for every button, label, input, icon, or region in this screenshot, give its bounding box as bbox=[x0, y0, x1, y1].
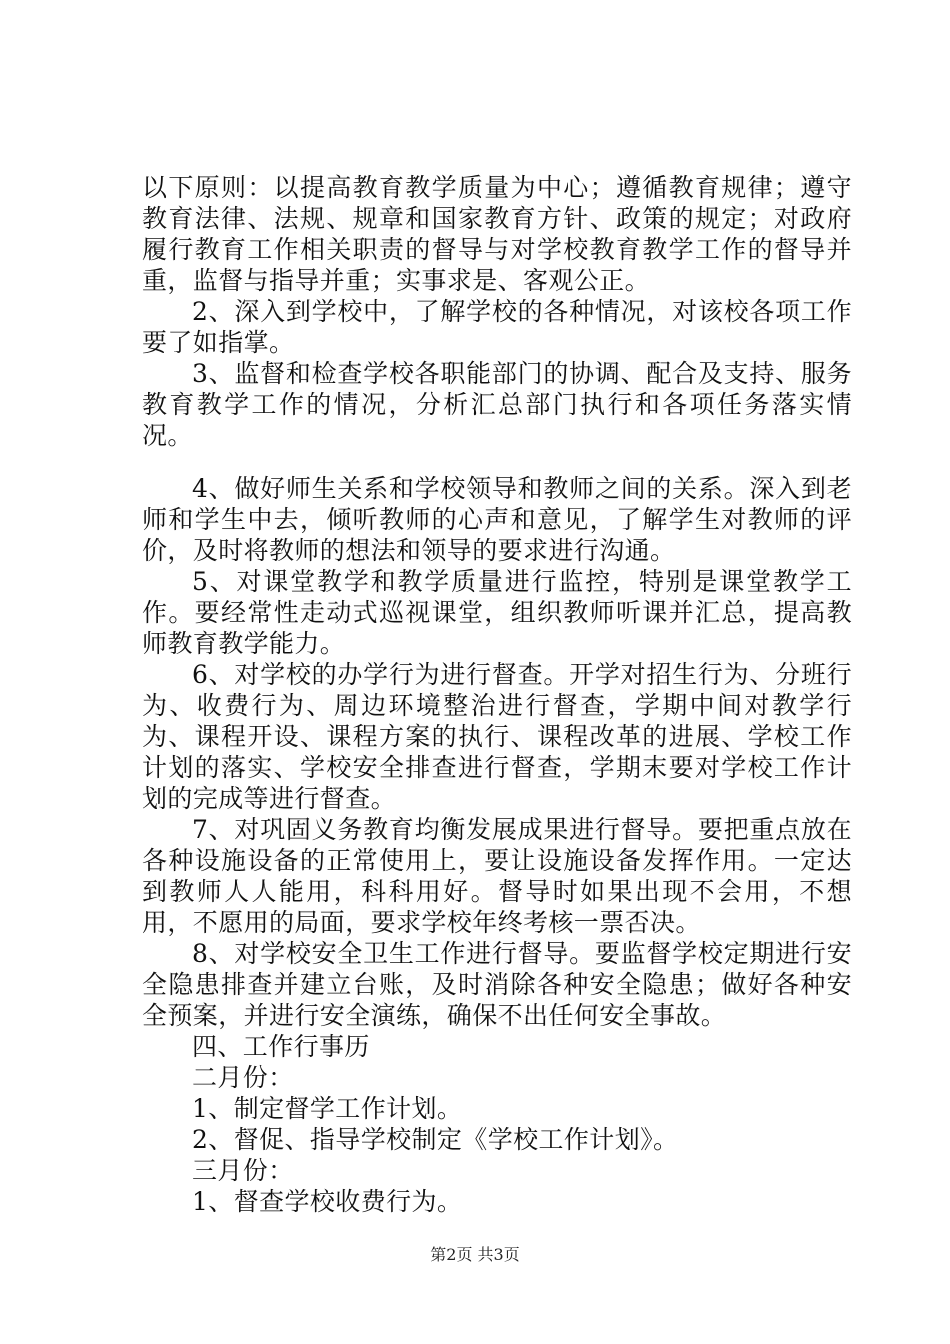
paragraph-item-3: 3、监督和检查学校各职能部门的协调、配合及支持、服务教育教学工作的情况，分析汇总部门执行和各项任务落实情况。 bbox=[142, 359, 852, 450]
month-heading-february: 二月份： bbox=[192, 1063, 294, 1092]
paragraph-item-4: 4、做好师生关系和学校领导和教师之间的关系。深入到老师和学生中去，倾听教师的心声和意见，了解学生对教师的评价，及时将教师的想法和领导的要求进行沟通。 bbox=[142, 474, 852, 565]
document-body bbox=[142, 172, 852, 1217]
paragraph-item-6: 6、对学校的办学行为进行督查。开学对招生行为、分班行为、收费行为、周边环境整治进行督查，学期中间对教学行为、课程开设、课程方案的执行、课程改革的进展、学校工作计划的落实、学校安全排查进行督查，学期末要对学校工作计划的完成等进行督查。 bbox=[142, 660, 852, 813]
paragraph-item-5: 5、对课堂教学和教学质量进行监控，特别是课堂教学工作。要经常性走动式巡视课堂，组织教师听课并汇总，提高教师教育教学能力。 bbox=[142, 567, 852, 658]
february-task-1: 1、制定督学工作计划。 bbox=[192, 1094, 463, 1123]
page-number-footer: 第2页 共3页 bbox=[430, 1245, 520, 1264]
month-heading-march: 三月份： bbox=[192, 1156, 294, 1185]
paragraph-item-7: 7、对巩固义务教育均衡发展成果进行督导。要把重点放在各种设施设备的正常使用上，要让设施设备发挥作用。一定达到教师人人能用，科科用好。督导时如果出现不会用，不想用，不愿用的局面，要求学校年终考核一票否决。 bbox=[142, 815, 852, 937]
february-task-2: 2、督促、指导学校制定《学校工作计划》。 bbox=[192, 1125, 679, 1154]
paragraph-principles: 以下原则：以提高教育教学质量为中心；遵循教育规律；遵守教育法律、法规、规章和国家教育方针、政策的规定；对政府履行教育工作相关职责的督导与对学校教育教学工作的督导并重，监督与指导并重；实事求是、客观公正。 bbox=[142, 173, 852, 295]
paragraph-item-8: 8、对学校安全卫生工作进行督导。要监督学校定期进行安全隐患排查并建立台账，及时消除各种安全隐患；做好各种安全预案，并进行安全演练，确保不出任何安全事故。 bbox=[142, 939, 852, 1030]
march-task-1: 1、督查学校收费行为。 bbox=[192, 1187, 463, 1216]
section-heading-calendar: 四、工作行事历 bbox=[192, 1032, 370, 1061]
paragraph-item-2: 2、深入到学校中，了解学校的各种情况，对该校各项工作要了如指掌。 bbox=[142, 297, 852, 357]
